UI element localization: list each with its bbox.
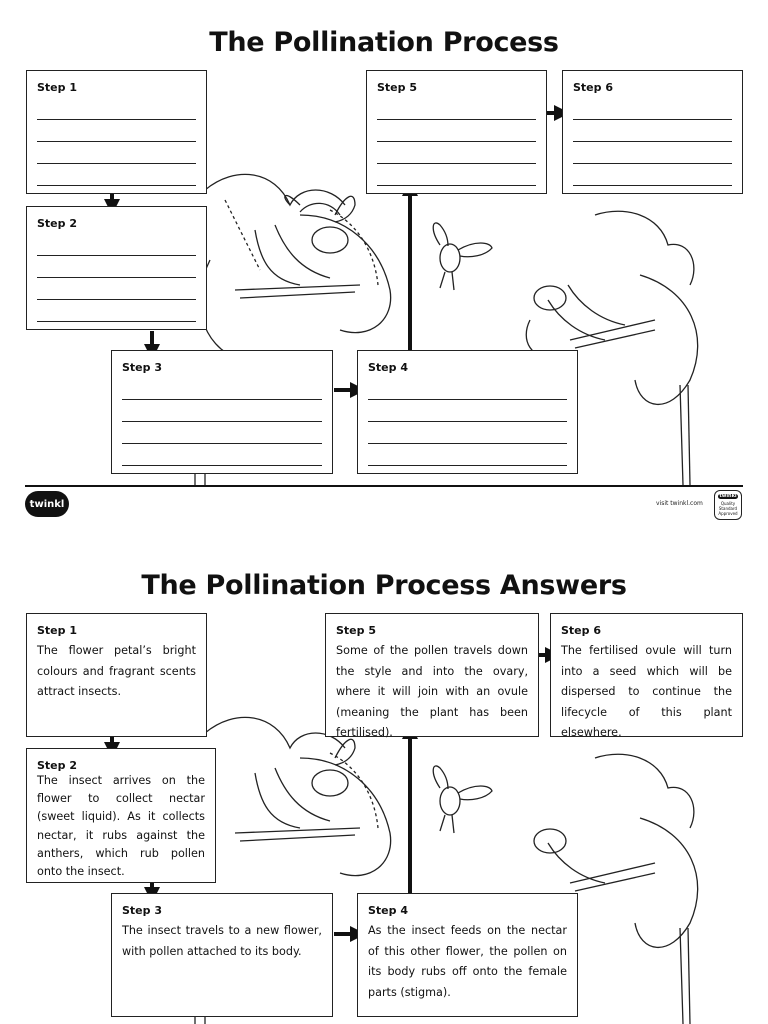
- step-2-box[interactable]: [26, 206, 207, 330]
- step-label: Step 1: [37, 81, 77, 94]
- answer-line[interactable]: [573, 142, 732, 164]
- answer-line[interactable]: [37, 278, 196, 300]
- twinkl-logo: twinkl: [25, 491, 69, 517]
- answer-line[interactable]: [37, 234, 196, 256]
- step-label: Step 3: [122, 361, 162, 374]
- step-label: Step 2: [37, 217, 77, 230]
- flying-bee-drawing: [433, 223, 492, 290]
- step-text: Some of the pollen travels down the style and into the ovary, where it will join with an ovule (meaning the plant has been fertilised).: [336, 644, 528, 740]
- step-label: Step 3: [122, 904, 162, 917]
- step-6-box[interactable]: [562, 70, 743, 194]
- quality-badge-icon: [714, 490, 742, 520]
- step-label: Step 1: [37, 624, 77, 637]
- answer-line[interactable]: [37, 300, 196, 322]
- answer-line[interactable]: [37, 164, 196, 186]
- worksheet-title: The Pollination Process: [209, 27, 559, 58]
- step-label: Step 4: [368, 904, 408, 917]
- answer-line[interactable]: [122, 444, 322, 466]
- answer-step-1-box: [26, 613, 207, 737]
- answer-line[interactable]: [368, 444, 567, 466]
- step-text: The insect arrives on the flower to collect nectar (sweet liquid). As it collects nectar, it rubs against the anthers, which rub pollen onto the insect.: [37, 774, 205, 879]
- badge-text: Quality Standard Approved: [718, 501, 738, 516]
- answer-step-6-box: [550, 613, 743, 740]
- answer-line[interactable]: [377, 120, 536, 142]
- badge-brand: twinkl: [719, 493, 737, 499]
- answer-line[interactable]: [573, 98, 732, 120]
- step-text: As the insect feeds on the nectar of this other flower, the pollen on its body rubs off onto the female parts (stigma).: [368, 924, 567, 999]
- visit-link[interactable]: visit twinkl.com: [656, 500, 703, 507]
- answer-line[interactable]: [377, 98, 536, 120]
- answer-line[interactable]: [122, 400, 322, 422]
- answer-line[interactable]: [377, 164, 536, 186]
- step-label: Step 5: [377, 81, 417, 94]
- answer-line[interactable]: [37, 142, 196, 164]
- step-text: The fertilised ovule will turn into a seed which will be dispersed to continue the lifecycle of this plant elsewhere.: [561, 644, 732, 740]
- answer-line[interactable]: [573, 164, 732, 186]
- answer-line[interactable]: [368, 400, 567, 422]
- answer-line[interactable]: [573, 120, 732, 142]
- step-label: Step 2: [37, 759, 77, 772]
- answer-step-2-box: [26, 748, 216, 883]
- step-1-box[interactable]: [26, 70, 207, 194]
- answer-line[interactable]: [37, 256, 196, 278]
- step-text: The flower petal’s bright colours and fragrant scents attract insects.: [37, 644, 196, 699]
- answer-line[interactable]: [368, 378, 567, 400]
- answer-line[interactable]: [37, 98, 196, 120]
- answers-title: The Pollination Process Answers: [141, 570, 627, 601]
- step-label: Step 5: [336, 624, 376, 637]
- step-4-box[interactable]: [357, 350, 578, 474]
- answer-step-5-box: [325, 613, 539, 740]
- answer-line[interactable]: [37, 120, 196, 142]
- footer-divider: [25, 485, 743, 487]
- answers-flying-bee-drawing: [433, 766, 492, 833]
- answer-line[interactable]: [368, 422, 567, 444]
- answer-line[interactable]: [122, 422, 322, 444]
- step-label: Step 6: [573, 81, 613, 94]
- step-3-box[interactable]: [111, 350, 333, 474]
- answer-step-4-box: [357, 893, 578, 1017]
- step-5-box[interactable]: [366, 70, 547, 194]
- step-label: Step 6: [561, 624, 601, 637]
- answer-step-3-box: [111, 893, 333, 1017]
- answer-line[interactable]: [377, 142, 536, 164]
- step-label: Step 4: [368, 361, 408, 374]
- answer-line[interactable]: [122, 378, 322, 400]
- step-text: The insect travels to a new flower, with pollen attached to its body.: [122, 924, 322, 958]
